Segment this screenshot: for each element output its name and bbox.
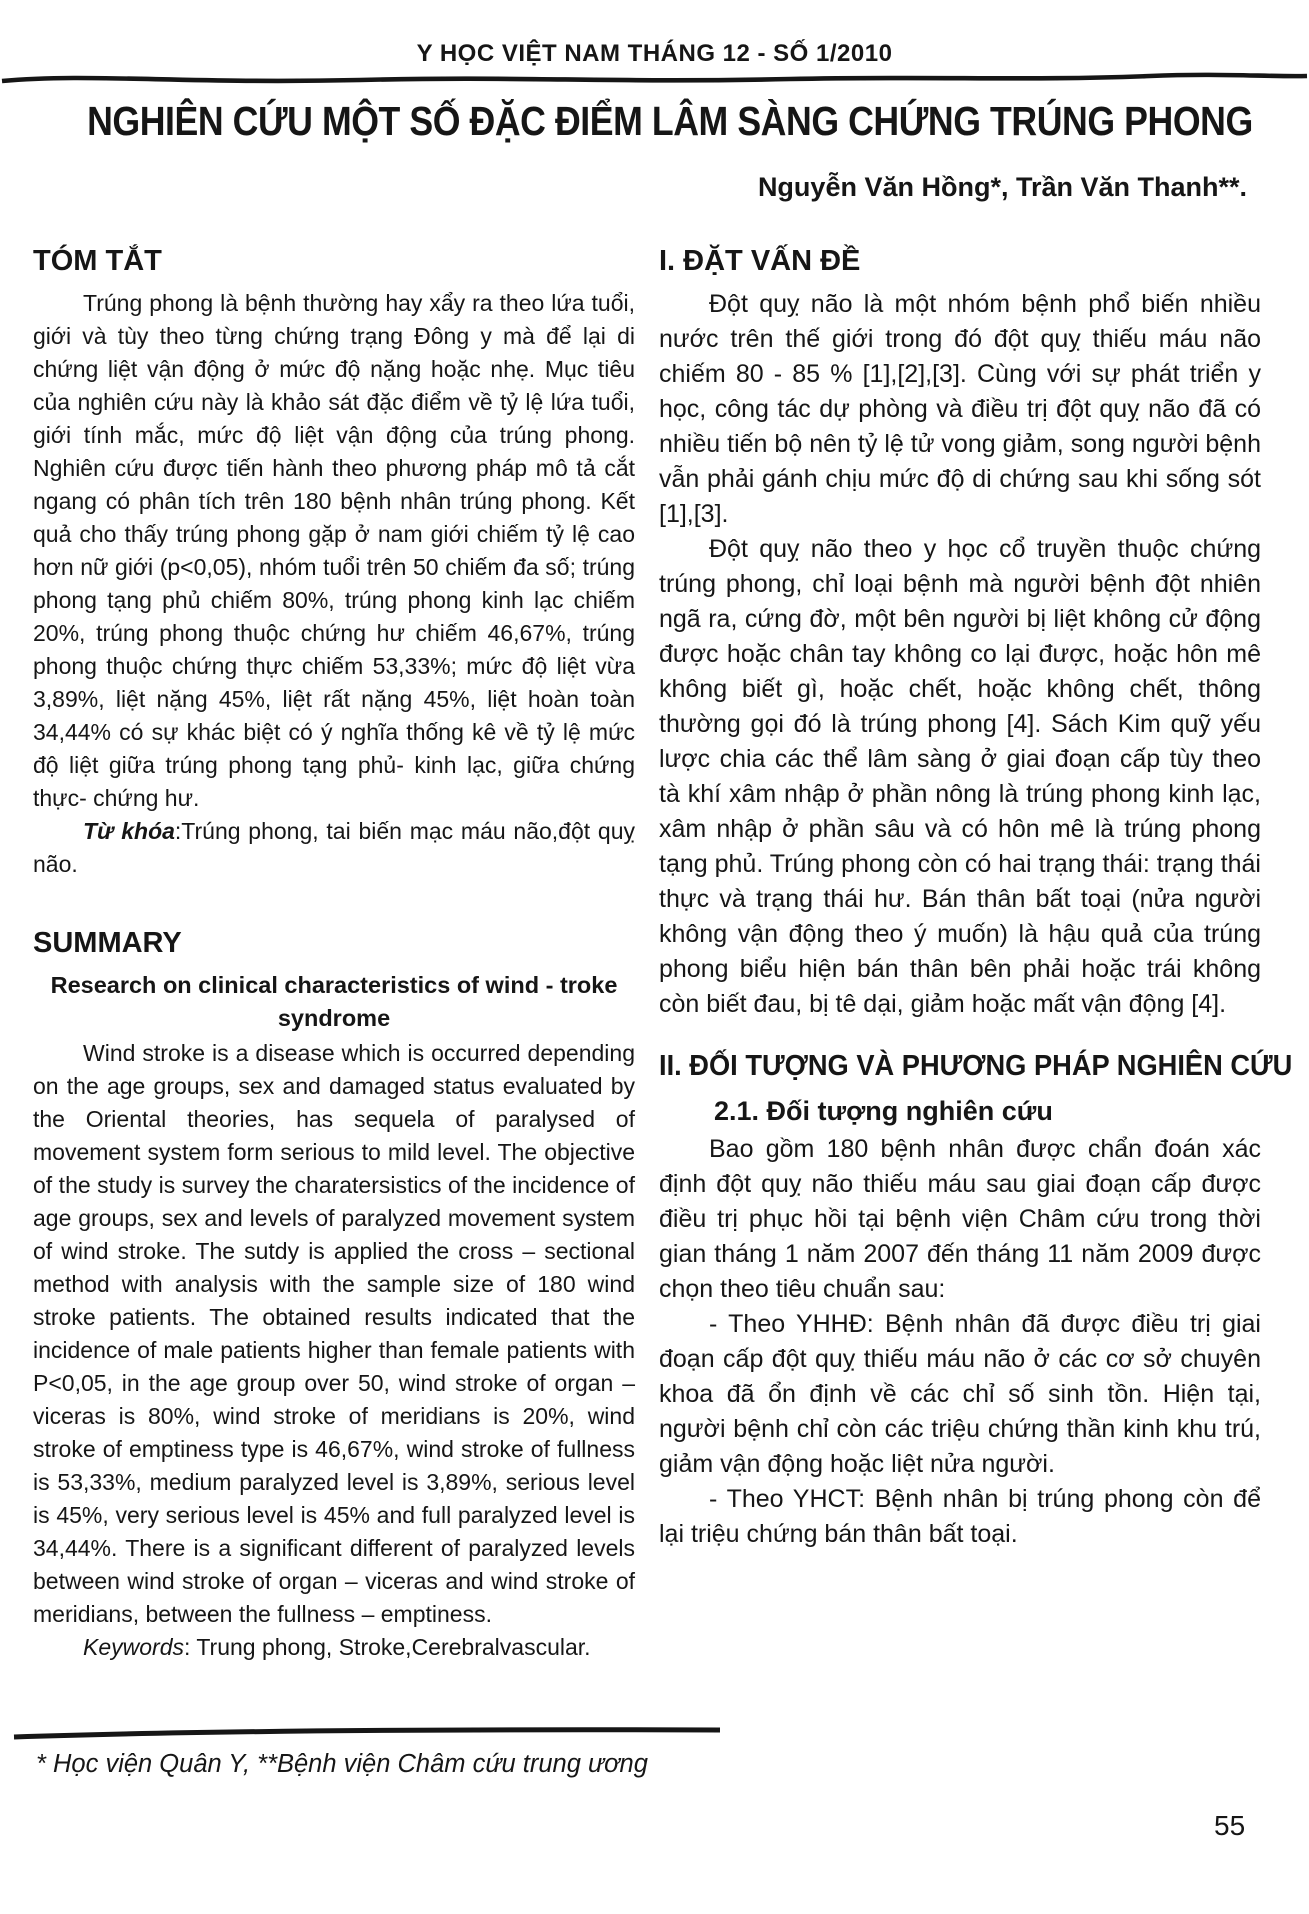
footnote-rule <box>12 1722 722 1742</box>
section1-paragraph-2: Đột quỵ não theo y học cổ truyền thuộc chứng trúng phong, chỉ loại bệnh mà người bệnh đột nhiên ngã ra, cứng đờ, một bên người bị liệt không cử động được hoặc chân tay không co lại được, hoặc hôn mê không biết gì, hoặc chết, hoặc không chết, thông thường gọi đó là trúng phong [4]. Sách Kim quỹ yếu lược chia các thể lâm sàng ở giai đoạn cấp tùy theo tà khí xâm nhập ở phần nông là trúng phong kinh lạc, xâm nhập ở phần sâu và có hôn mê là trúng phong tạng phủ. Trúng phong còn có hai trạng thái: trạng thái thực và trạng thái hư. Bán thân bất toại (nửa người không vận động theo ý muốn) là hậu quả của trúng phong biểu hiện bán thân bên phải hoặc trái không còn biết đau, bị tê dại, giảm hoặc mất vận động [4]. <box>659 535 1261 1018</box>
article-body <box>33 243 1293 1664</box>
keywords-en-line <box>33 1631 635 1664</box>
keywords-en-text: : Trung phong, Stroke,Cerebralvascular. <box>183 1634 591 1660</box>
section1-paragraph-1: Đột quỵ não là một nhóm bệnh phổ biến nhiều nước trên thế giới trong đó đột quỵ thiếu máu não chiếm 80 - 85 % [1],[2],[3]. Cùng với sự phát triển y học, công tác dự phòng và điều trị đột quỵ não đã có nhiều tiến bộ nên tỷ lệ tử vong giảm, song người bệnh vẫn phải gánh chịu mức độ di chứng sau khi sống sót [1],[3]. <box>659 290 1261 528</box>
left-column <box>33 243 635 1664</box>
affiliation-footnote: * Học viện Quân Y, **Bệnh viện Châm cứu trung ương <box>36 1750 648 1778</box>
summary-paragraph: Wind stroke is a disease which is occurred depending on the age groups, sex and damaged status evaluated by the Oriental theories, has sequela of paralysed of movement system form serious to mild level. The objective of the study is survey the charatersistics of the incidence of age groups, sex and levels of paralyzed movement system of wind stroke. The sutdy is applied the cross – sectional method with analysis with the sample size of 180 wind stroke patients. The obtained results indicated that the incidence of male patients higher than female patients with P<0,05, in the age group over 50, wind stroke of organ – viceras is 80%, wind stroke of meridians is 20%, wind stroke of emptiness type is 46,67%, wind stroke of fullness is 53,33%, medium paralyzed level is 3,89%, serious level is 45%, very serious level is 45% and full paralyzed level is 34,44%. There is a significant different of paralyzed levels between wind stroke of organ – viceras and wind stroke of meridians, between the fullness – emptiness. <box>33 1040 635 1627</box>
summary-title: Research on clinical characteristics of wind - troke syndrome <box>50 972 618 1031</box>
article-title-wrap <box>0 98 1309 145</box>
summary-heading: SUMMARY <box>33 927 182 959</box>
keywords-vi-label: Từ khóa <box>83 818 175 844</box>
keywords-vi-text: :Trúng phong, tai biến mạc máu não,đột quỵ não. <box>33 818 635 877</box>
section2-1-subheading: 2.1. Đối tượng nghiên cứu <box>714 1096 1053 1126</box>
journal-running-head: Y HỌC VIỆT NAM THÁNG 12 - SỐ 1/2010 <box>416 40 893 67</box>
page-number: 55 <box>1214 1810 1246 1841</box>
right-column <box>659 243 1293 1552</box>
header-rule <box>0 70 1309 88</box>
article-title: NGHIÊN CỨU MỘT SỐ ĐẶC ĐIỂM LÂM SÀNG CHỨNG TRÚNG PHONG <box>87 98 1253 144</box>
authors-line: Nguyễn Văn Hồng*, Trần Văn Thanh**. <box>757 172 1247 202</box>
section2-heading: II. ĐỐI TƯỢNG VÀ PHƯƠNG PHÁP NGHIÊN CỨU <box>659 1050 1293 1082</box>
abstract-paragraph: Trúng phong là bệnh thường hay xẩy ra theo lứa tuổi, giới và tùy theo từng chứng trạng Đông y mà để lại di chứng liệt vận động ở mức độ nặng hoặc nhẹ. Mục tiêu của nghiên cứu này là khảo sát đặc điểm về tỷ lệ lứa tuổi, giới tính mắc, mức độ liệt vận động của trúng phong. Nghiên cứu được tiến hành theo phương pháp mô tả cắt ngang có phân tích trên 180 bệnh nhân trúng phong. Kết quả cho thấy trúng phong gặp ở nam giới chiếm tỷ lệ cao hơn nữ giới (p<0,05), nhóm tuổi trên 50 chiếm đa số; trúng phong tạng phủ chiếm 80%, trúng phong kinh lạc chiếm 20%, trúng phong thuộc chứng hư chiếm 46,67%, trúng phong thuộc chứng thực chiếm 53,33%; mức độ liệt vừa 3,89%, liệt nặng 45%, liệt rất nặng 45%, liệt hoàn toàn 34,44% có sự khác biệt có ý nghĩa thống kê về tỷ lệ mức độ liệt giữa trúng phong tạng phủ- kinh lạc, giữa chứng thực- chứng hư. <box>33 290 635 811</box>
keywords-vi-line <box>33 815 635 881</box>
section1-heading: I. ĐẶT VẤN ĐỀ <box>659 245 861 277</box>
tomtat-heading: TÓM TẮT <box>33 245 162 277</box>
section2-paragraph-1: Bao gồm 180 bệnh nhân được chẩn đoán xác định đột quỵ não thiếu máu sau giai đoạn cấp được điều trị phục hồi tại bệnh viện Châm cứu trong thời gian tháng 1 năm 2007 đến tháng 11 năm 2009 được chọn theo tiêu chuẩn sau: <box>659 1135 1261 1303</box>
section2-paragraph-3: - Theo YHCT: Bệnh nhân bị trúng phong còn để lại triệu chứng bán thân bất toại. <box>659 1485 1261 1548</box>
keywords-en-label: Keywords <box>83 1634 184 1660</box>
section2-paragraph-2: - Theo YHHĐ: Bệnh nhân đã được điều trị giai đoạn cấp đột quỵ thiếu máu não ở các cơ sở chuyên khoa đã ổn định về các chỉ số sinh tồn. Hiện tại, người bệnh chỉ còn các triệu chứng thần kinh khu trú, giảm vận động hoặc liệt nửa người. <box>659 1310 1261 1478</box>
